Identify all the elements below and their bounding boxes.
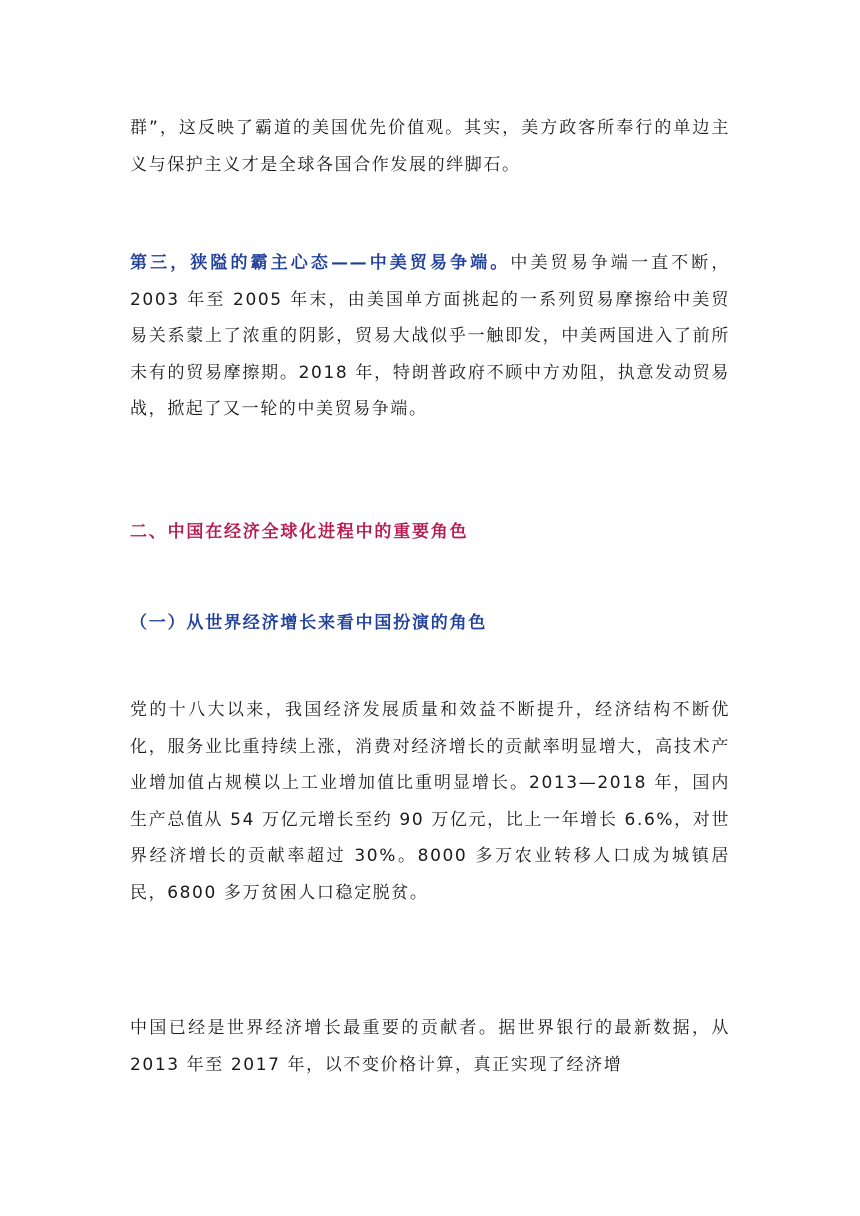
paragraph-continuation: 群”，这反映了霸道的美国优先价值观。其实，美方政客所奉行的单边主义与保护主义才是全球各国合作发展的绊脚石。	[130, 118, 730, 175]
paragraph-economic-growth: 党的十八大以来，我国经济发展质量和效益不断提升，经济结构不断优化，服务业比重持续上涨，消费对经济增长的贡献率明显增大，高技术产业增加值占规模以上工业增加值比重明显增长。2013—2018 年，国内生产总值从 54 万亿元增长至约 90 万亿元，比上一年增长 6.6%，对世界经济增长的贡献率超过 30%。8000 多万农业转移人口成为城镇居民，6800 多万贫困人口稳定脱贫。	[130, 700, 730, 903]
paragraph-body-text: 中美贸易争端一直不断，2003 年至 2005 年末，由美国单方面挑起的一系列贸易摩擦给中美贸易关系蒙上了浓重的阴影，贸易大战似乎一触即发，中美两国进入了前所未有的贸易摩擦期。2018 年，特朗普政府不顾中方劝阻，执意发动贸易战，掀起了又一轮的中美贸易争端。	[130, 253, 730, 419]
paragraph-contribution: 中国已经是世界经济增长最重要的贡献者。据世界银行的最新数据，从 2013 年至 2017 年，以不变价格计算，真正实现了经济增	[130, 1018, 730, 1075]
section-heading: 二、中国在经济全球化进程中的重要角色	[130, 522, 469, 542]
paragraph-lead-heading: 第三，狭隘的霸主心态——中美贸易争端。	[130, 253, 511, 273]
paragraph-trade-dispute	[130, 245, 730, 428]
subsection-heading: （一）从世界经济增长来看中国扮演的角色	[130, 613, 488, 633]
